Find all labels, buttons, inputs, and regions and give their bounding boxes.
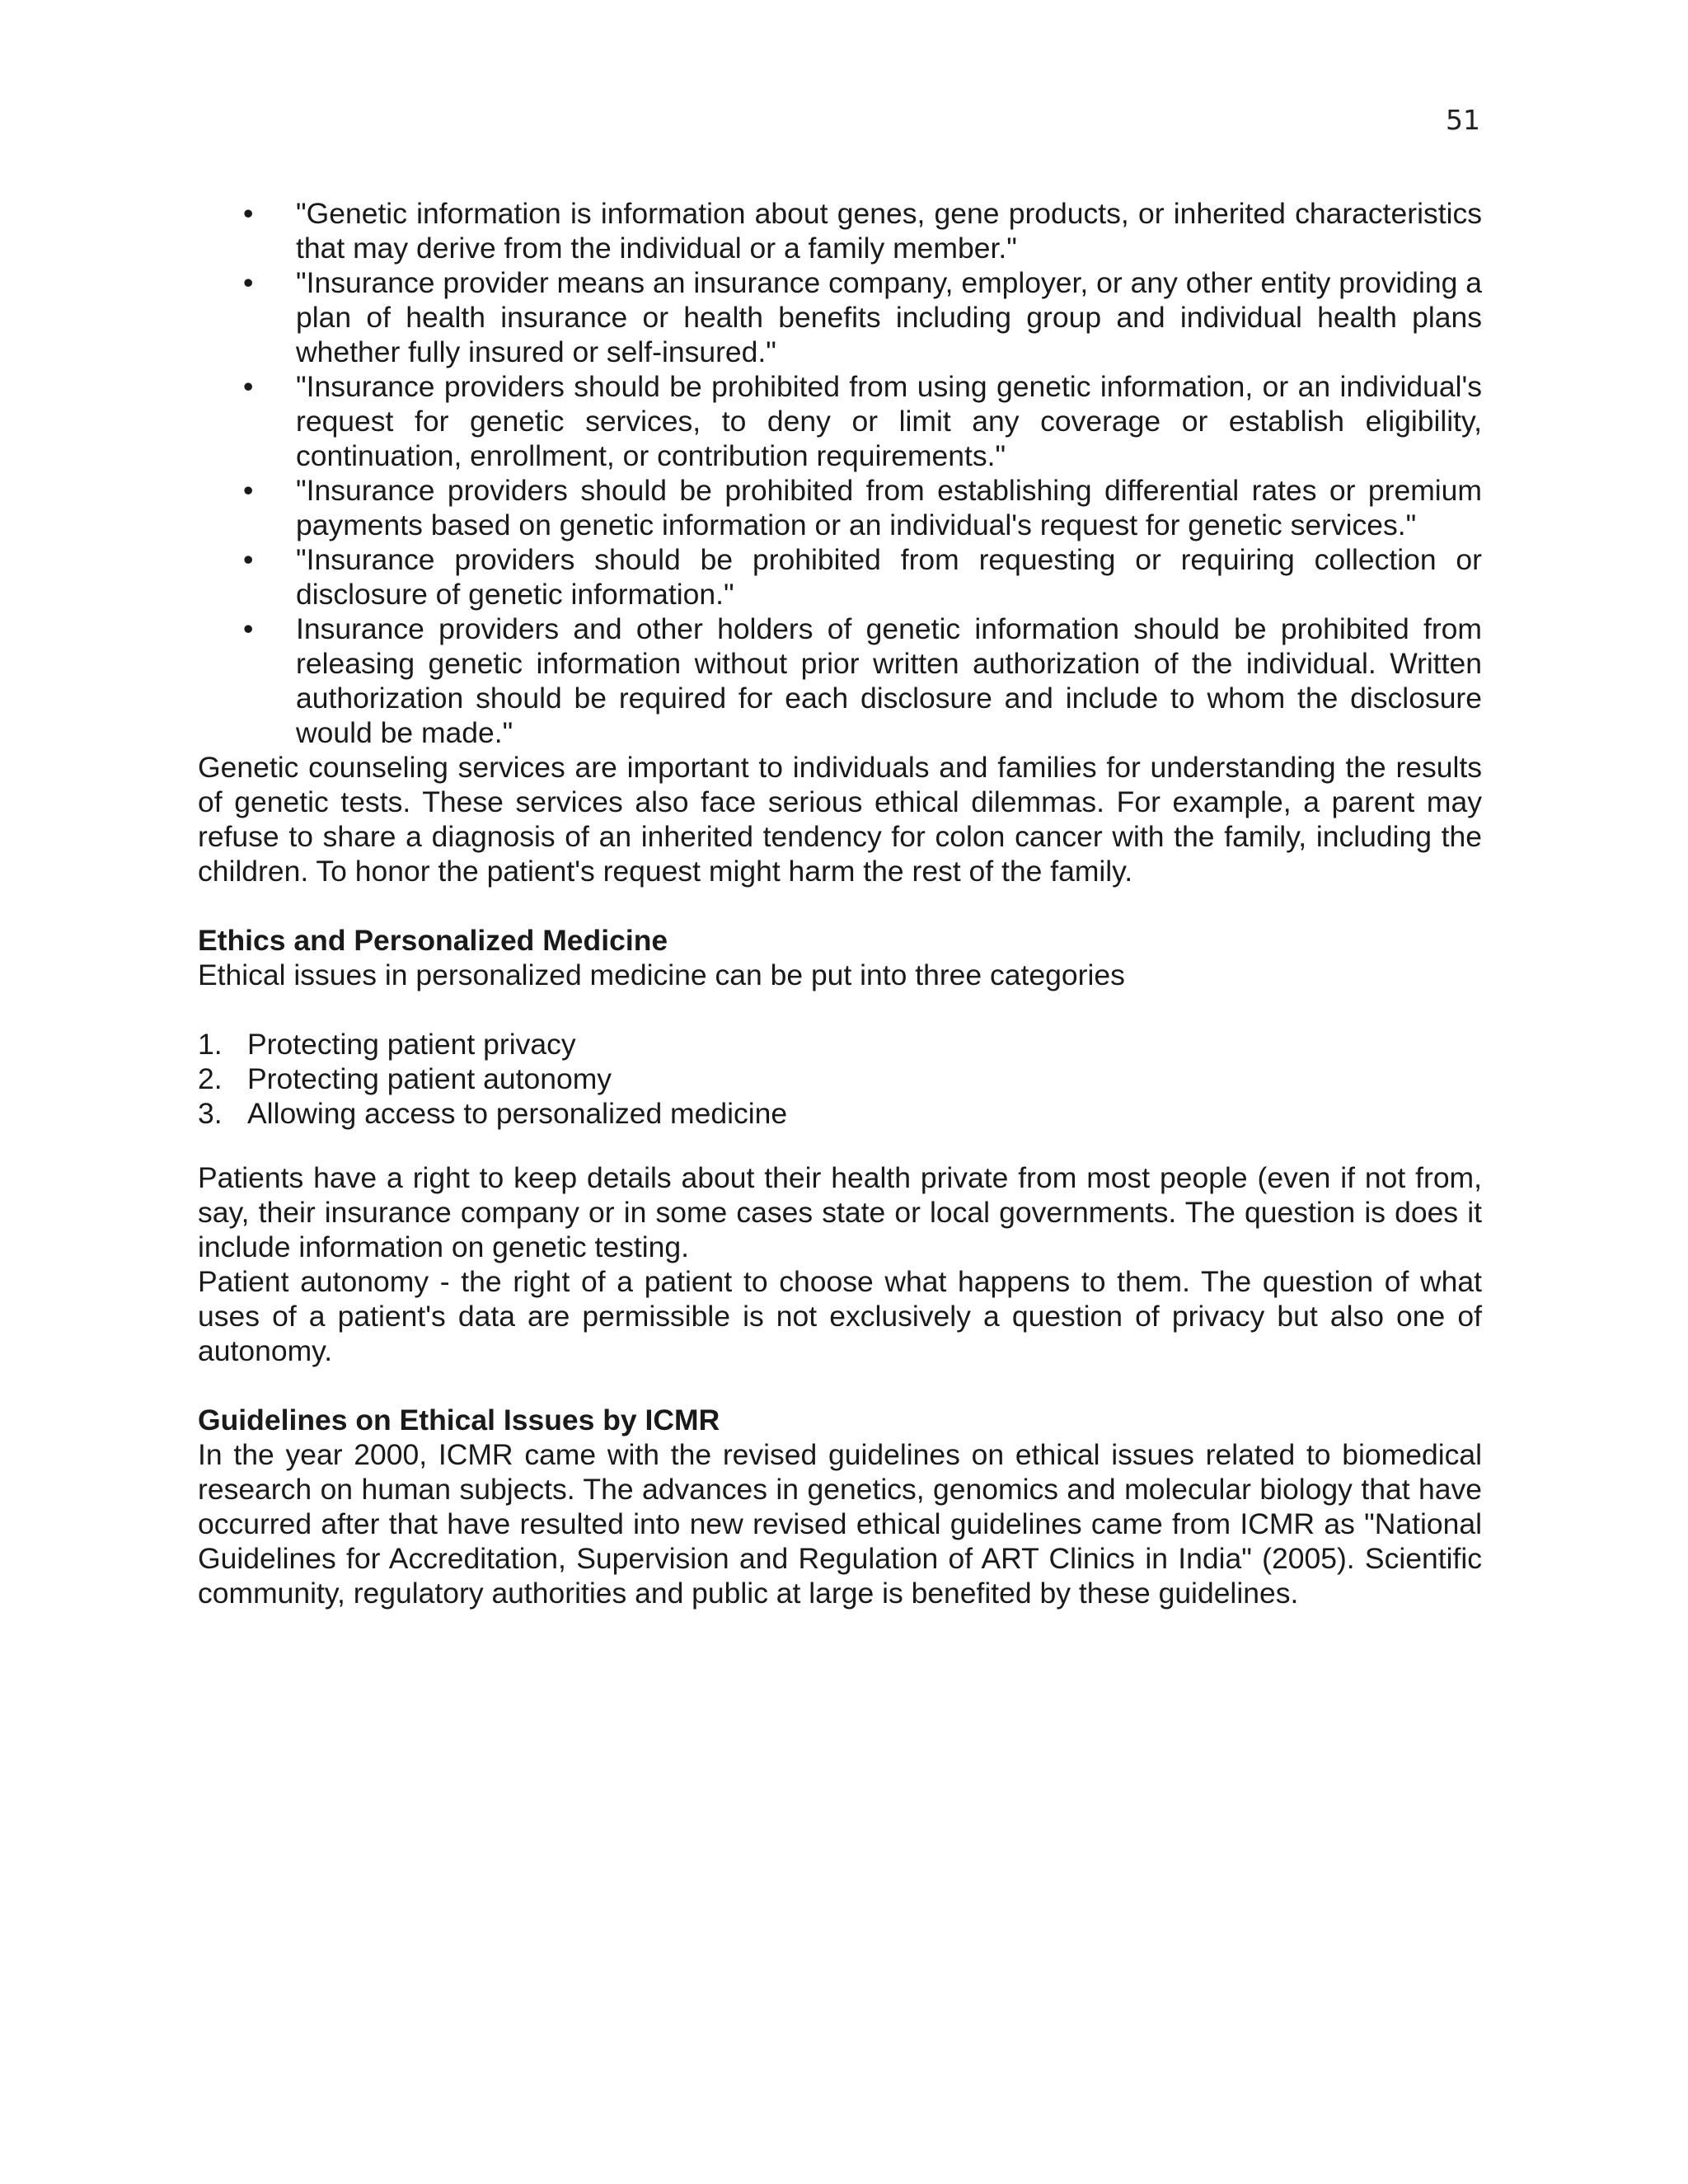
counseling-paragraph: Genetic counseling services are important to individuals and families for understanding the results of genetic tests. These services also face serious ethical dilemmas. For example, a parent may refuse to share a diagnosis of an inherited tendency for colon cancer with the family, including the children. To honor the patient's request might harm the rest of the family. xyxy=(198,751,1482,888)
bullet-item xyxy=(198,265,1482,369)
categories-numbered-list xyxy=(198,1027,1482,1131)
list-item xyxy=(198,1096,1482,1131)
list-item-text: Protecting patient autonomy xyxy=(247,1062,612,1095)
bullet-item xyxy=(198,369,1482,473)
list-item-text: Protecting patient privacy xyxy=(247,1028,576,1061)
bullet-text: "Insurance providers should be prohibited from requesting or requiring collection or disclosure of genetic information." xyxy=(296,543,1482,611)
list-item xyxy=(198,1062,1482,1096)
bullet-item xyxy=(198,542,1482,612)
bullet-icon: • xyxy=(243,370,254,403)
list-item-text: Allowing access to personalized medicine xyxy=(247,1097,788,1130)
list-item xyxy=(198,1027,1482,1062)
bullet-text: "Insurance provider means an insurance company, employer, or any other entity providing a plan of health insurance or health benefits including group and individual health plans whether fully insured or self-insured." xyxy=(296,266,1482,368)
section-heading-ethics: Ethics and Personalized Medicine xyxy=(198,924,668,957)
privacy-paragraph: Patients have a right to keep details about their health private from most people (even if not from, say, their insurance company or in some cases state or local governments. The question is does it include information on genetic testing. xyxy=(198,1161,1482,1263)
section-intro: Ethical issues in personalized medicine can be put into three categories xyxy=(198,958,1125,991)
list-number: 3. xyxy=(198,1097,223,1130)
bullet-text: "Insurance providers should be prohibited from using genetic information, or an individual's request for genetic services, to deny or limit any coverage or establish eligibility, continuation, enrollment, or contribution requirements." xyxy=(296,370,1482,472)
bullet-icon: • xyxy=(243,543,254,576)
page-content xyxy=(198,196,1482,1610)
icmr-paragraph: In the year 2000, ICMR came with the revised guidelines on ethical issues related to biomedical research on human subjects. The advances in genetics, genomics and molecular biology that have occurred after that have resulted into new revised ethical guidelines came from ICMR as "National Guidelines for Accreditation, Supervision and Regulation of ART Clinics in India" (2005). Scientific community, regulatory authorities and public at large is benefited by these guidelines. xyxy=(198,1438,1482,1610)
page-number: 51 xyxy=(1446,104,1480,136)
list-number: 2. xyxy=(198,1062,223,1095)
bullet-item xyxy=(198,473,1482,542)
bullet-icon: • xyxy=(243,612,254,645)
section-heading-icmr: Guidelines on Ethical Issues by ICMR xyxy=(198,1404,720,1436)
bullet-item xyxy=(198,196,1482,265)
bullet-item xyxy=(198,612,1482,750)
list-number: 1. xyxy=(198,1028,223,1061)
bullet-icon: • xyxy=(243,197,254,230)
bullet-icon: • xyxy=(243,474,254,507)
bullet-text: "Genetic information is information about genes, gene products, or inherited characteristics that may derive from the individual or a family member." xyxy=(296,197,1482,265)
bullet-text: "Insurance providers should be prohibited from establishing differential rates or premium payments based on genetic information or an individual's request for genetic services." xyxy=(296,474,1482,541)
bullet-icon: • xyxy=(243,266,254,299)
autonomy-paragraph: Patient autonomy - the right of a patient to choose what happens to them. The question of what uses of a patient's data are permissible is not exclusively a question of privacy but also one of autonomy. xyxy=(198,1265,1482,1367)
bullet-text: Insurance providers and other holders of genetic information should be prohibited from releasing genetic information without prior written authorization of the individual. Written authorization should be required for each disclosure and include to whom the disclosure would be made." xyxy=(296,612,1482,749)
genetic-info-bullet-list xyxy=(198,196,1482,750)
